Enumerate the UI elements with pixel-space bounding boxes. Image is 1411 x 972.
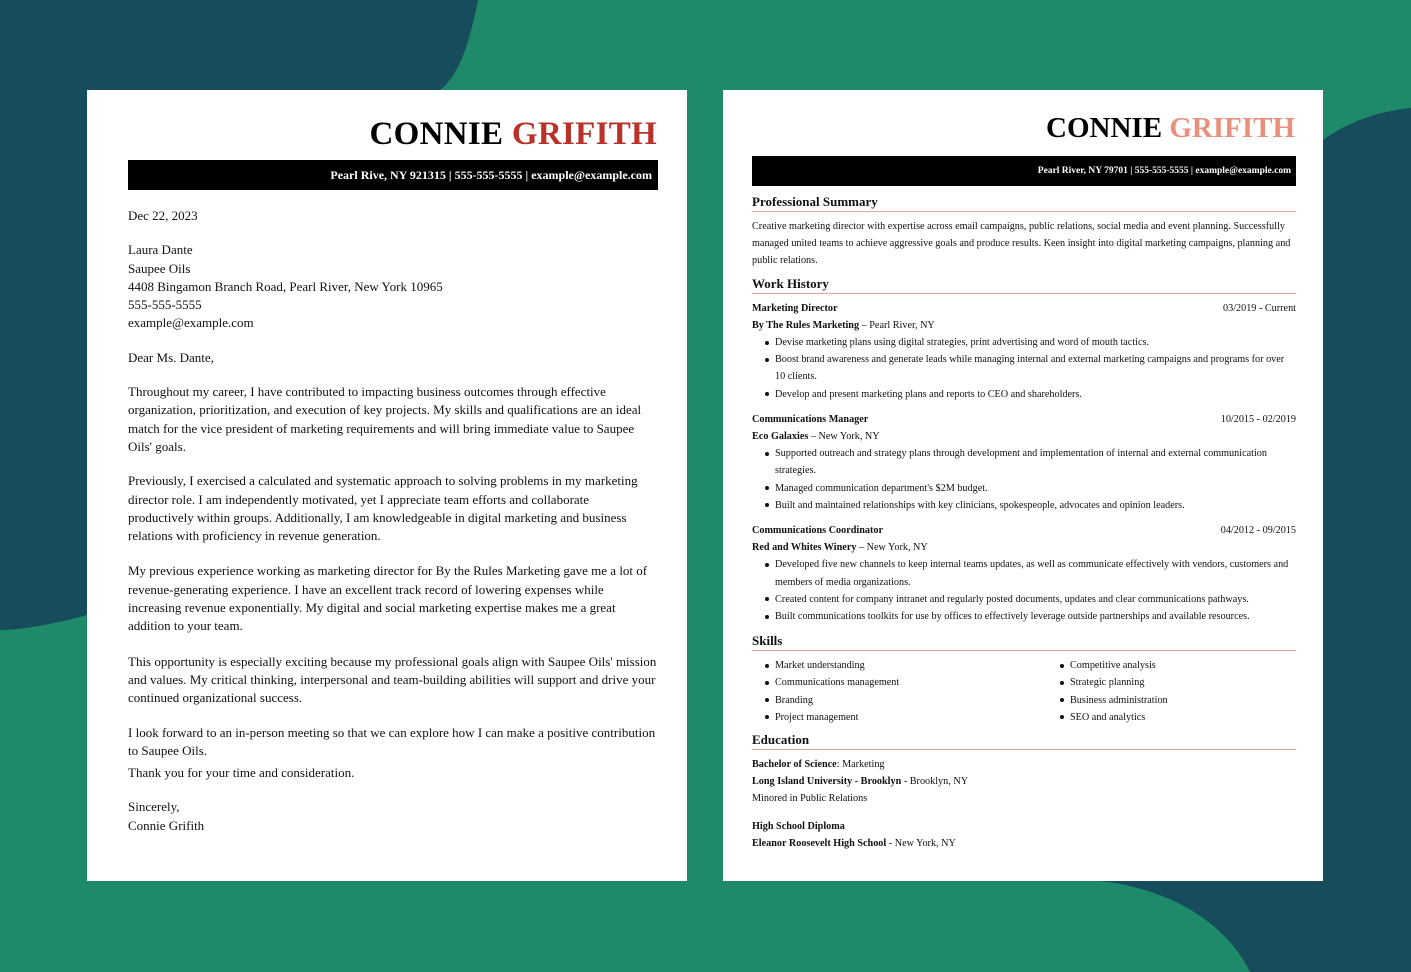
education-entry <box>752 818 1296 852</box>
recipient-phone: 555-555-5555 <box>128 297 202 313</box>
letter-paragraph: My previous experience working as marketing director for By the Rules Marketing gave me a lot of revenue-generating experience. I have an excellent track record of lowering expenses while increasing revenue exponentially. My digital and social marketing expertise makes me a great addition to your team. <box>128 563 648 634</box>
list-item: Managed communication department's $2M budget. <box>775 480 1296 497</box>
section-title: Education <box>752 732 1296 750</box>
section-title: Work History <box>752 276 1296 294</box>
list-item: Market understanding <box>775 657 1047 674</box>
education-section <box>752 732 1296 852</box>
job-bullets <box>752 334 1296 403</box>
list-item: Boost brand awareness and generate leads while managing internal and external marketing campaigns and programs for over 10 clients. <box>775 351 1296 385</box>
recipient-email: example@example.com <box>128 315 254 331</box>
list-item: Strategic planning <box>1070 674 1342 691</box>
degree: Bachelor of Science <box>752 759 837 771</box>
section-title: Skills <box>752 633 1296 651</box>
list-item: Developed five new channels to keep internal teams updates, as well as communicate effectively with vendors, customers and members of media organizations. <box>775 556 1296 590</box>
recipient-name: Laura Dante <box>128 242 193 258</box>
closing: Sincerely, <box>128 799 180 815</box>
company-location: – New York, NY <box>856 542 928 554</box>
list-item: Devise marketing plans using digital strategies, print advertising and word of mouth tactics. <box>775 334 1296 351</box>
list-item: Supported outreach and strategy plans through development and implementation of internal and external communication strategies. <box>775 445 1296 479</box>
list-item: Communications management <box>775 674 1047 691</box>
resume-name <box>1046 112 1295 145</box>
skills-column-left <box>752 657 1047 726</box>
list-item: Competitive analysis <box>1070 657 1342 674</box>
job-title: Communications Coordinator <box>752 525 884 537</box>
job-bullets <box>752 445 1296 514</box>
list-item: Develop and present marketing plans and reports to CEO and shareholders. <box>775 386 1296 403</box>
letter-paragraph: I look forward to an in-person meeting so that we can explore how I can make a positive contribution to Saupee Oils. <box>128 724 656 758</box>
company-name: Red and Whites Winery <box>752 542 857 554</box>
job-bullets <box>752 556 1296 625</box>
job-entry <box>752 411 1296 514</box>
list-item: Project management <box>775 709 1047 726</box>
signature: Connie Grifith <box>128 817 205 833</box>
section-title: Professional Summary <box>752 194 1296 212</box>
company-line <box>752 317 1296 334</box>
resume-content <box>752 194 1296 862</box>
minor: Minored in Public Relations <box>752 793 868 805</box>
thanks-line: Thank you for your time and consideration. <box>128 765 355 781</box>
skills-section <box>752 633 1296 726</box>
last-name: GRIFITH <box>511 116 657 152</box>
company-name: Eco Galaxies <box>752 431 809 443</box>
job-entry <box>752 522 1296 625</box>
recipient-address: 4408 Bingamon Branch Road, Pearl River, New York 10965 <box>128 278 443 294</box>
job-title: Marketing Director <box>752 302 838 314</box>
diploma: High School Diploma <box>752 820 845 832</box>
list-item: Business administration <box>1070 692 1342 709</box>
letter-paragraph: Previously, I exercised a calculated and systematic approach to solving problems in my marketing director role. I am independently motivated, yet I appreciate team efforts and collaborate productively within groups. Additionally, I am knowledgeable in digital marketing and business relations with proficiency in revenue generation. <box>128 473 638 544</box>
first-name: CONNIE <box>369 116 504 152</box>
letter-paragraph: Throughout my career, I have contributed to impacting business outcomes through effective organization, prioritization, and execution of key projects. My skills and qualifications are an ideal match for the vice president of marketing requirements and will bring immediate value to Saupee Oils' goals. <box>128 384 642 454</box>
contact-info: Pearl River, NY 79701 | 555-555-5555 | example@example.com <box>1037 166 1291 176</box>
education-entry <box>752 756 1296 808</box>
high-school: Eleanor Roosevelt High School <box>752 837 887 849</box>
list-item: Created content for company intranet and regularly posted documents, updates and clear communications pathways. <box>775 591 1296 608</box>
job-entry <box>752 300 1296 403</box>
first-name: CONNIE <box>1046 112 1163 144</box>
cover-letter-page <box>87 90 687 881</box>
job-dates: 10/2015 - 02/2019 <box>1220 413 1296 425</box>
last-name: GRIFITH <box>1169 112 1295 144</box>
company-location: – Pearl River, NY <box>859 319 935 331</box>
company-location: – New York, NY <box>808 431 880 443</box>
list-item: Built and maintained relationships with key clinicians, spokespeople, advocates and opinion leaders. <box>775 497 1296 514</box>
cover-letter-name <box>369 116 657 153</box>
letter-body <box>128 207 658 835</box>
list-item: SEO and analytics <box>1070 709 1342 726</box>
work-history-section <box>752 276 1296 626</box>
letter-paragraph: This opportunity is especially exciting because my professional goals align with Saupee Oils' mission and values. My critical thinking, interpersonal and team-building abilities will support and drive your continued organizational success. <box>128 653 657 706</box>
company-line <box>752 539 1296 556</box>
company-line <box>752 428 1296 445</box>
list-item: Branding <box>775 692 1047 709</box>
school-location: - Brooklyn, NY <box>901 776 969 788</box>
school: Long Island University - Brooklyn <box>752 776 902 788</box>
contact-bar <box>128 160 658 190</box>
job-dates: 03/2019 - Current <box>1223 302 1296 314</box>
contact-bar <box>752 156 1296 186</box>
high-school-location: - New York, NY <box>886 837 956 849</box>
summary-text: Creative marketing director with expertise across email campaigns, public relations, social media and event planning. Successfully managed united teams to achieve aggressive goals and produce results. Keen insight into digital marketing campaigns, planning and public relations. <box>752 221 1291 267</box>
job-title: Communications Manager <box>752 413 869 425</box>
job-dates: 04/2012 - 09/2015 <box>1220 525 1296 537</box>
resume-page <box>723 90 1323 881</box>
skills-column-right <box>1047 657 1342 726</box>
major: : Marketing <box>836 759 885 771</box>
summary-section <box>752 194 1296 270</box>
company-name: By The Rules Marketing <box>752 319 860 331</box>
contact-info: Pearl Rive, NY 921315 | 555-555-5555 | example@example.com <box>330 167 652 182</box>
salutation: Dear Ms. Dante, <box>128 349 214 365</box>
recipient-company: Saupee Oils <box>128 260 191 276</box>
list-item: Built communications toolkits for use by offices to effectively leverage outside partnerships and available resources. <box>775 608 1296 625</box>
letter-date: Dec 22, 2023 <box>128 208 198 223</box>
